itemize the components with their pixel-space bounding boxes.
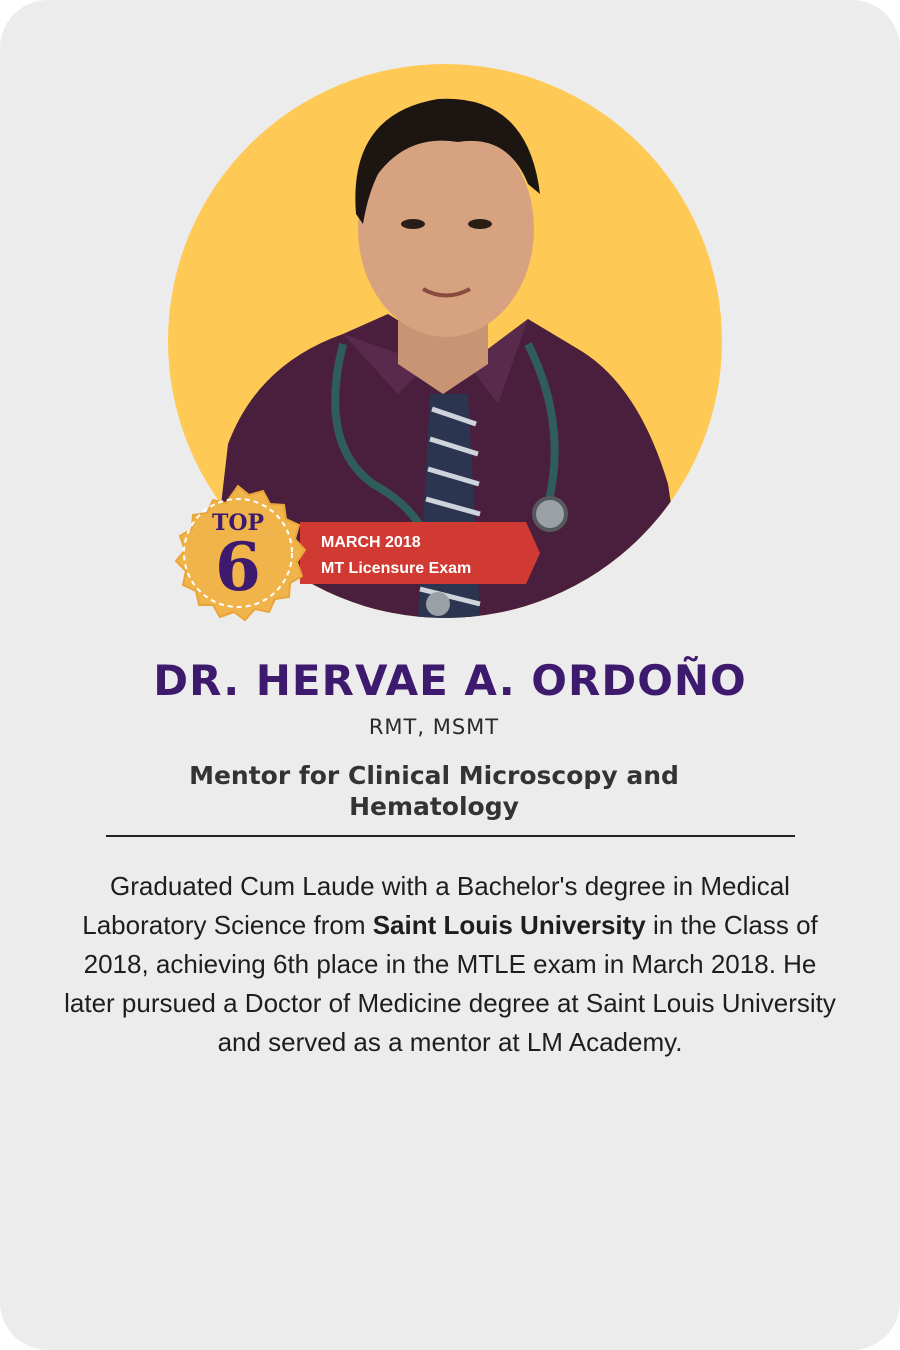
ribbon-exam-name: MT Licensure Exam bbox=[321, 560, 472, 577]
ribbon-text bbox=[321, 530, 471, 582]
mentor-credentials: RMT, MSMT bbox=[368, 715, 500, 739]
bio-text-2: in the Class of 2018, achieving 6th place in the MTLE exam in March 2018. He later pursued a Doctor of Medicine degree at Saint Louis University and served as a mentor at LM Academy. bbox=[64, 910, 836, 1057]
bio-text-1: Graduated Cum Laude with a Bachelor's degree in Medical Laboratory Science from bbox=[82, 871, 790, 940]
top-rank-badge bbox=[168, 484, 308, 624]
divider bbox=[106, 835, 795, 837]
badge-top-label: TOP bbox=[211, 510, 265, 536]
mentor-bio bbox=[55, 867, 845, 1062]
badge-rank: 6 bbox=[215, 528, 261, 606]
bio-school: Saint Louis University bbox=[372, 910, 646, 940]
mentor-name: DR. HERVAE A. ORDOÑO bbox=[153, 656, 747, 705]
ribbon-exam-date: MARCH 2018 bbox=[321, 534, 421, 551]
mentor-role: Mentor for Clinical Microscopy and Hematology bbox=[189, 761, 679, 821]
